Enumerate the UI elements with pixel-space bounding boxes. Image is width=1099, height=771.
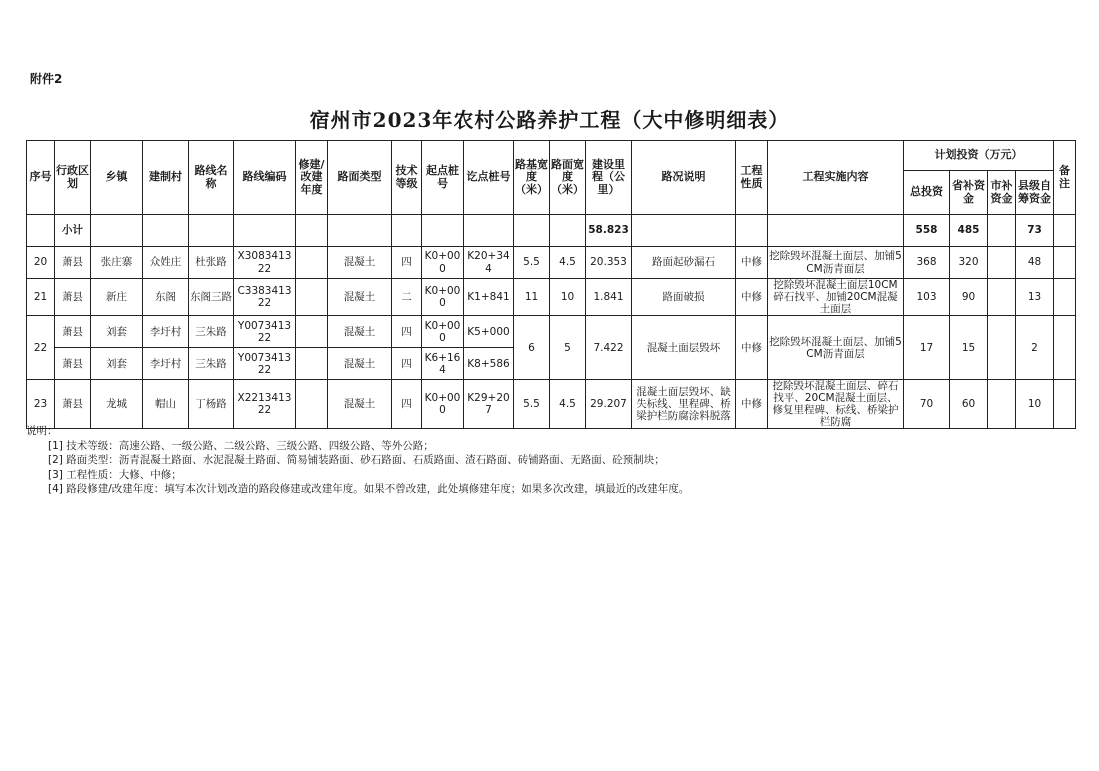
- note-item: [3] 工程性质：大修、中修；: [48, 468, 182, 481]
- header-total: 总投资: [904, 171, 950, 215]
- row-mileage: 7.422: [586, 316, 632, 380]
- row-tech-grade: 四: [392, 247, 422, 279]
- row-condition: 混凝土面层毁坏: [632, 316, 736, 380]
- row-surface: 混凝土: [328, 316, 392, 348]
- maintenance-table: [26, 140, 1076, 429]
- row-end-stake: K29+207: [464, 380, 514, 429]
- notes-label: 说明：: [26, 425, 58, 437]
- row-subgrade: 6: [514, 316, 550, 380]
- row-condition: 路面破损: [632, 279, 736, 316]
- row-start-stake: K0+000: [422, 279, 464, 316]
- header-end-stake: 讫点桩号: [464, 141, 514, 215]
- row-subgrade: 5.5: [514, 380, 550, 429]
- row-town: 张庄寨: [91, 247, 143, 279]
- note-item: [4] 路段修建/改建年度：填写本次计划改造的路段修建或改建年度。如果不曾改建，此处填修建年度；如果多次改建，填最近的改建年度。: [48, 483, 690, 495]
- row-county: 48: [1016, 247, 1054, 279]
- header-city: 市补资金: [988, 171, 1016, 215]
- row-tech-grade: 二: [392, 279, 422, 316]
- row-district: 萧县: [55, 348, 91, 380]
- row-total: 103: [904, 279, 950, 316]
- row-district: 萧县: [55, 279, 91, 316]
- row-tech-grade: 四: [392, 316, 422, 348]
- row-end-stake: K8+586: [464, 348, 514, 380]
- header-tech-grade: 技术等级: [392, 141, 422, 215]
- row-town: 龙城: [91, 380, 143, 429]
- header-town: 乡镇: [91, 141, 143, 215]
- row-route-code: Y007341322: [234, 316, 296, 348]
- row-province: 15: [950, 316, 988, 380]
- row-mileage: 29.207: [586, 380, 632, 429]
- row-village: 李圩村: [143, 316, 189, 348]
- header-pavement-width: 路面宽度（米）: [550, 141, 586, 215]
- row-surface: 混凝土: [328, 348, 392, 380]
- row-village: 东阁: [143, 279, 189, 316]
- header-district: 行政区划: [55, 141, 91, 215]
- row-subgrade: 11: [514, 279, 550, 316]
- table-row: [27, 247, 1076, 279]
- row-end-stake: K20+344: [464, 247, 514, 279]
- row-town: 刘套: [91, 348, 143, 380]
- row-route-code: X221341322: [234, 380, 296, 429]
- row-seq: 20: [27, 247, 55, 279]
- row-start-stake: K0+000: [422, 247, 464, 279]
- header-province: 省补资金: [950, 171, 988, 215]
- row-route-name: 杜张路: [189, 247, 234, 279]
- row-pavement: 10: [550, 279, 586, 316]
- header-surface-type: 路面类型: [328, 141, 392, 215]
- row-village: 众姓庄: [143, 247, 189, 279]
- row-route-name: 丁杨路: [189, 380, 234, 429]
- subtotal-row: [27, 215, 1076, 247]
- table-row: [27, 380, 1076, 429]
- row-province: 90: [950, 279, 988, 316]
- row-town: 刘套: [91, 316, 143, 348]
- row-start-stake: K0+000: [422, 316, 464, 348]
- row-nature: 中修: [736, 380, 768, 429]
- header-nature: 工程性质: [736, 141, 768, 215]
- header-county: 县级自筹资金: [1016, 171, 1054, 215]
- row-pavement: 5: [550, 316, 586, 380]
- row-condition: 路面起砂漏石: [632, 247, 736, 279]
- row-province: 320: [950, 247, 988, 279]
- row-tech-grade: 四: [392, 348, 422, 380]
- header-mileage: 建设里程（公里）: [586, 141, 632, 215]
- table-row: [27, 279, 1076, 316]
- row-mileage: 20.353: [586, 247, 632, 279]
- attachment-label: 附件2: [30, 72, 63, 86]
- row-tech-grade: 四: [392, 380, 422, 429]
- row-pavement: 4.5: [550, 247, 586, 279]
- subtotal-label: 小计: [55, 215, 91, 247]
- row-province: 60: [950, 380, 988, 429]
- row-village: 帽山: [143, 380, 189, 429]
- header-route-code: 路线编码: [234, 141, 296, 215]
- row-surface: 混凝土: [328, 247, 392, 279]
- row-county: 10: [1016, 380, 1054, 429]
- row-county: 2: [1016, 316, 1054, 380]
- subtotal-mileage: 58.823: [586, 215, 632, 247]
- row-route-code: C338341322: [234, 279, 296, 316]
- row-subgrade: 5.5: [514, 247, 550, 279]
- table-row: [27, 316, 1076, 348]
- notes-section: [26, 424, 689, 497]
- header-village: 建制村: [143, 141, 189, 215]
- row-content: 挖除毁坏混凝土面层、加铺5CM沥青面层: [768, 316, 904, 380]
- row-route-name: 三朱路: [189, 348, 234, 380]
- row-district: 萧县: [55, 247, 91, 279]
- header-seq: 序号: [27, 141, 55, 215]
- row-condition: 混凝土面层毁坏、缺失标线、里程碑、桥梁护栏防腐涂料脱落: [632, 380, 736, 429]
- row-county: 13: [1016, 279, 1054, 316]
- row-seq: 22: [27, 316, 55, 380]
- row-nature: 中修: [736, 247, 768, 279]
- note-item: [1] 技术等级：高速公路、一级公路、二级公路、三级公路、四级公路、等外公路；: [48, 439, 434, 452]
- header-content: 工程实施内容: [768, 141, 904, 215]
- row-pavement: 4.5: [550, 380, 586, 429]
- row-nature: 中修: [736, 279, 768, 316]
- row-seq: 21: [27, 279, 55, 316]
- row-district: 萧县: [55, 380, 91, 429]
- row-nature: 中修: [736, 316, 768, 380]
- row-surface: 混凝土: [328, 279, 392, 316]
- row-town: 新庄: [91, 279, 143, 316]
- header-start-stake: 起点桩号: [422, 141, 464, 215]
- row-end-stake: K5+000: [464, 316, 514, 348]
- row-route-code: X308341322: [234, 247, 296, 279]
- row-village: 李圩村: [143, 348, 189, 380]
- page-title: 宿州市2023年农村公路养护工程（大中修明细表）: [309, 108, 790, 132]
- row-content: 挖除毁坏混凝土面层10CM碎石找平、加铺20CM混凝土面层: [768, 279, 904, 316]
- note-item: [2] 路面类型：沥青混凝土路面、水泥混凝土路面、简易铺装路面、砂石路面、石质路面、渣石路面、砖铺路面、无路面、砼预制块；: [48, 454, 665, 466]
- header-subgrade-width: 路基宽度（米）: [514, 141, 550, 215]
- row-content: 挖除毁坏混凝土面层、碎石找平、20CM混凝土面层、修复里程碑、标线、桥梁护栏防腐: [768, 380, 904, 429]
- row-seq: 23: [27, 380, 55, 429]
- row-total: 70: [904, 380, 950, 429]
- header-investment: 计划投资（万元）: [904, 141, 1054, 171]
- header-route-name: 路线名称: [189, 141, 234, 215]
- header-row-1: [27, 141, 1076, 171]
- row-district: 萧县: [55, 316, 91, 348]
- row-surface: 混凝土: [328, 380, 392, 429]
- subtotal-province: 485: [950, 215, 988, 247]
- row-total: 368: [904, 247, 950, 279]
- header-build-year: 修建/改建年度: [296, 141, 328, 215]
- row-route-code: Y007341322: [234, 348, 296, 380]
- row-route-name: 东阁三路: [189, 279, 234, 316]
- row-total: 17: [904, 316, 950, 380]
- header-condition: 路况说明: [632, 141, 736, 215]
- header-remark: 备注: [1054, 141, 1076, 215]
- subtotal-total: 558: [904, 215, 950, 247]
- row-start-stake: K6+164: [422, 348, 464, 380]
- row-start-stake: K0+000: [422, 380, 464, 429]
- row-content: 挖除毁坏混凝土面层、加铺5CM沥青面层: [768, 247, 904, 279]
- row-mileage: 1.841: [586, 279, 632, 316]
- row-route-name: 三朱路: [189, 316, 234, 348]
- subtotal-county: 73: [1016, 215, 1054, 247]
- row-end-stake: K1+841: [464, 279, 514, 316]
